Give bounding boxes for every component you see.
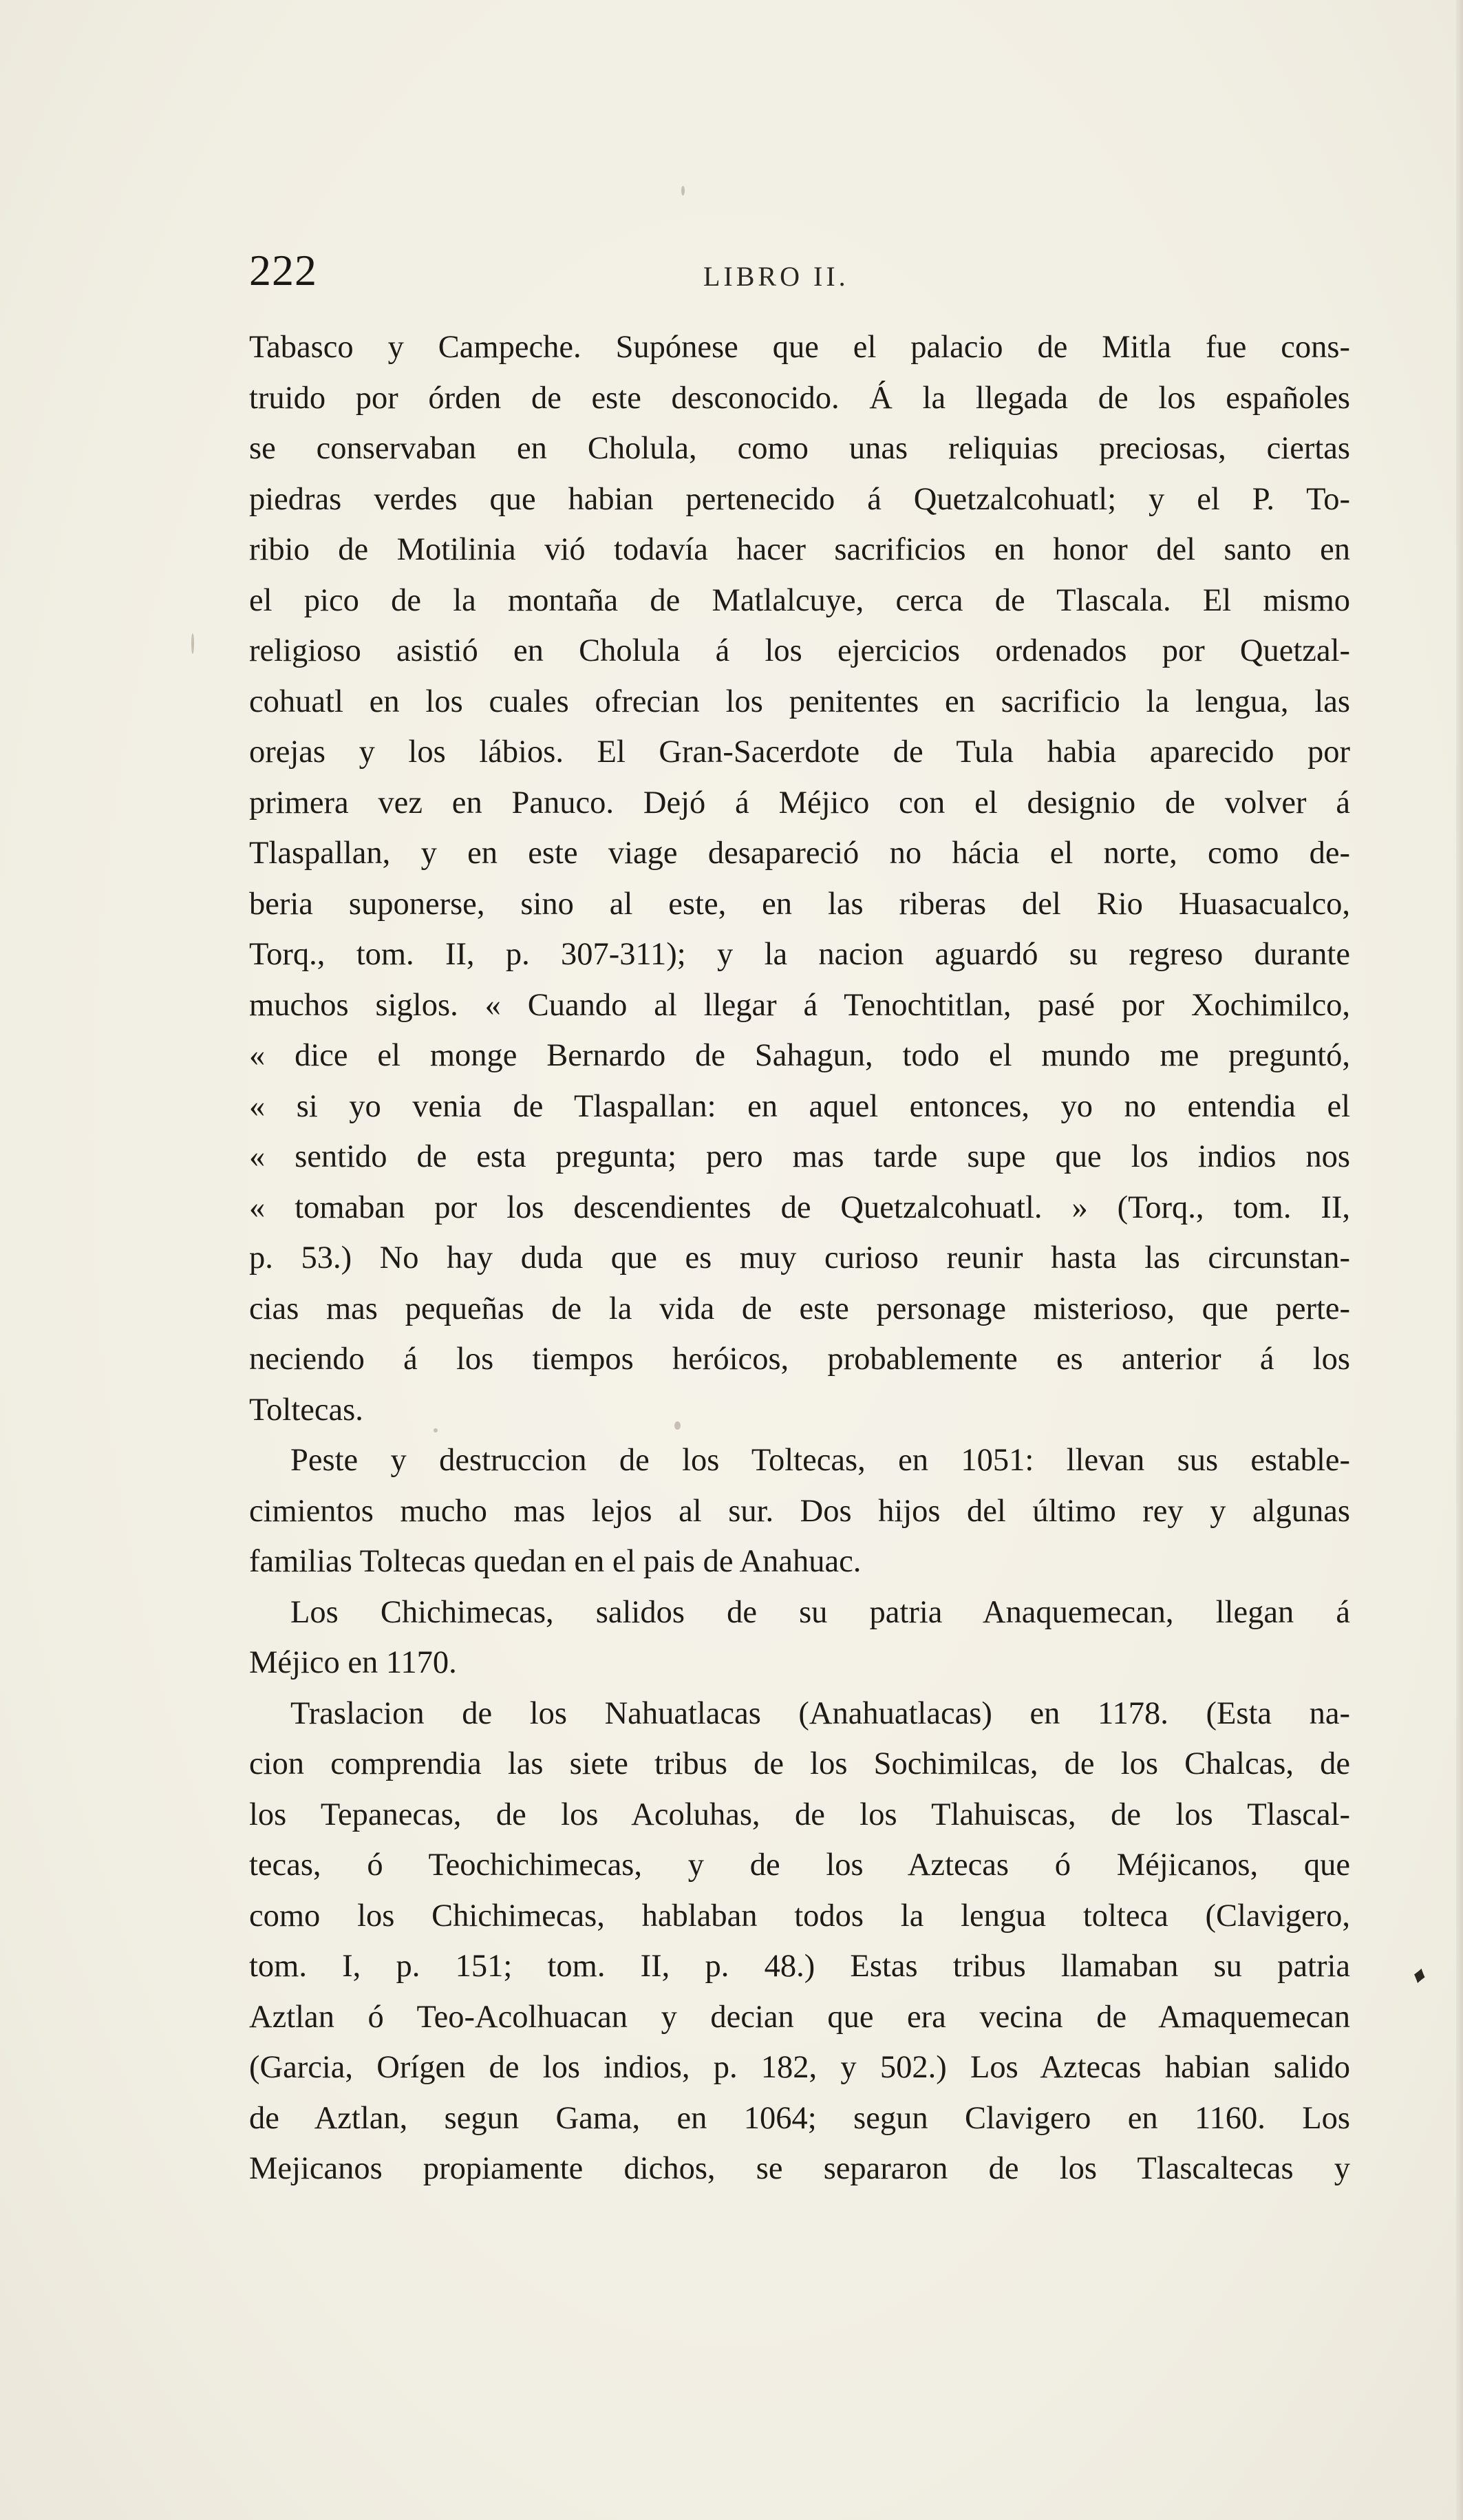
text-line: piedras verdes que habian pertenecido á Quetzalcohuatl; y el P. To- [249, 481, 1350, 517]
margin-mark: ♦ [1410, 1960, 1430, 1990]
page-edge [1456, 0, 1463, 2520]
text-line: Aztlan ó Teo-Acolhuacan y decian que era vecina de Amaquemecan [249, 1999, 1350, 2035]
text-line: primera vez en Panuco. Dejó á Méjico con el designio de volver á [249, 785, 1350, 820]
text-line: de Aztlan, segun Gama, en 1064; segun Clavigero en 1160. Los [249, 2100, 1350, 2136]
text-line: « tomaban por los descendientes de Quetzalcohuatl. » (Torq., tom. II, [249, 1189, 1350, 1225]
text-line: religioso asistió en Cholula á los ejercicios ordenados por Quetzal- [249, 633, 1350, 668]
text-line: ribio de Motilinia vió todavía hacer sacrificios en honor del santo en [249, 532, 1350, 567]
text-line: « dice el monge Bernardo de Sahagun, todo el mundo me preguntó, [249, 1038, 1350, 1073]
paragraph-end-line: Méjico en 1170. [249, 1645, 457, 1680]
running-head: LIBRO II. [703, 261, 849, 292]
text-line: Mejicanos propiamente dichos, se separaron de los Tlascaltecas y [249, 2151, 1350, 2186]
text-line: (Garcia, Orígen de los indios, p. 182, y 502.) Los Aztecas habian salido [249, 2050, 1350, 2085]
text-line: cion comprendia las siete tribus de los Sochimilcas, de los Chalcas, de [249, 1746, 1350, 1781]
paper-speck [191, 633, 194, 654]
text-line: tom. I, p. 151; tom. II, p. 48.) Estas tribus llamaban su patria [249, 1949, 1350, 1984]
paragraph-start-line: Traslacion de los Nahuatlacas (Anahuatlacas) en 1178. (Esta na- [290, 1695, 1350, 1731]
text-line: neciendo á los tiempos heróicos, probablemente es anterior á los [249, 1342, 1350, 1377]
text-line: truido por órden de este desconocido. Á la llegada de los españoles [249, 380, 1350, 416]
paper-speck [434, 1428, 438, 1432]
text-line: p. 53.) No hay duda que es muy curioso reunir hasta las circunstan- [249, 1240, 1350, 1275]
text-line: orejas y los lábios. El Gran-Sacerdote de Tula habia aparecido por [249, 734, 1350, 770]
paper-speck [674, 1421, 681, 1430]
text-line: se conservaban en Cholula, como unas reliquias preciosas, ciertas [249, 431, 1350, 466]
text-line: cias mas pequeñas de la vida de este personage misterioso, que perte- [249, 1291, 1350, 1326]
paper-speck [681, 186, 685, 195]
paragraph-end-line: Toltecas. [249, 1392, 363, 1428]
text-line: el pico de la montaña de Matlalcuye, cerca de Tlascala. El mismo [249, 582, 1350, 618]
text-line: Tabasco y Campeche. Supónese que el palacio de Mitla fue cons- [249, 330, 1350, 365]
paragraph-start-line: Los Chichimecas, salidos de su patria Anaquemecan, llegan á [290, 1594, 1350, 1630]
text-line: tecas, ó Teochichimecas, y de los Aztecas ó Méjicanos, que [249, 1847, 1350, 1883]
text-line: cohuatl en los cuales ofrecian los penitentes en sacrificio la lengua, las [249, 684, 1350, 719]
paragraph-start-line: Peste y destruccion de los Toltecas, en 1051: llevan sus estable- [290, 1443, 1350, 1478]
text-line: « sentido de esta pregunta; pero mas tarde supe que los indios nos [249, 1139, 1350, 1174]
text-line: cimientos mucho mas lejos al sur. Dos hijos del último rey y algunas [249, 1493, 1350, 1529]
text-line: Tlaspallan, y en este viage desapareció no hácia el norte, como de- [249, 836, 1350, 871]
text-line: beria suponerse, sino al este, en las riberas del Rio Huasacualco, [249, 886, 1350, 922]
page-number: 222 [249, 246, 317, 295]
page-header [249, 241, 1350, 303]
text-line: « si yo venia de Tlaspallan: en aquel entonces, yo no entendia el [249, 1088, 1350, 1124]
text-line: los Tepanecas, de los Acoluhas, de los Tlahuiscas, de los Tlascal- [249, 1797, 1350, 1832]
text-line: como los Chichimecas, hablaban todos la lengua tolteca (Clavigero, [249, 1898, 1350, 1934]
text-line: Torq., tom. II, p. 307-311); y la nacion aguardó su regreso durante [249, 937, 1350, 972]
body-text [249, 322, 1350, 2194]
text-line: muchos siglos. « Cuando al llegar á Tenochtitlan, pasé por Xochimilco, [249, 987, 1350, 1023]
paragraph-end-line: familias Toltecas quedan en el pais de Anahuac. [249, 1544, 862, 1579]
